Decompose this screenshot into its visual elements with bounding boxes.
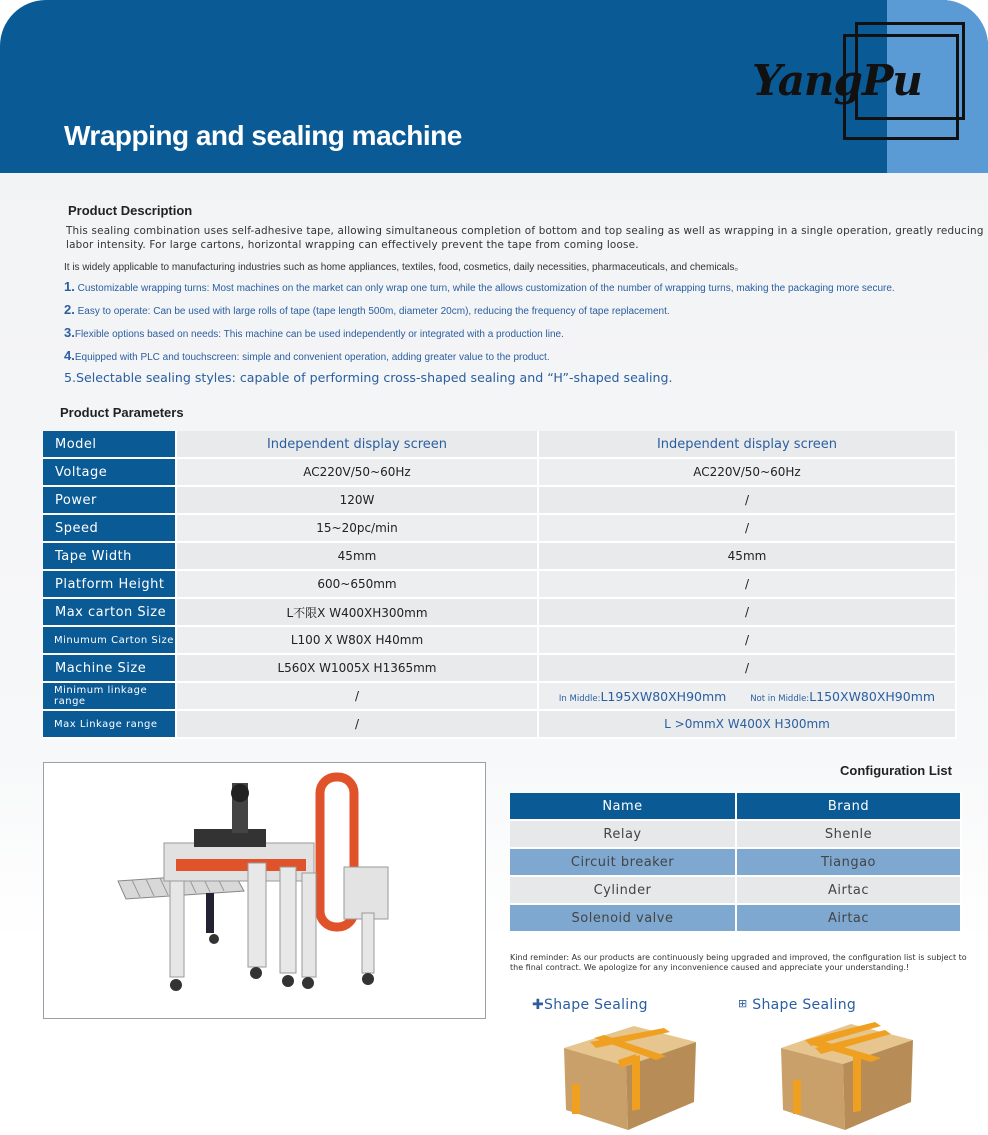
table-row <box>43 570 956 598</box>
table-row <box>43 542 956 570</box>
table-header-row <box>510 793 961 820</box>
sealing-machine-illustration <box>44 763 485 1018</box>
param-label: Model <box>43 431 176 458</box>
param-value: / <box>538 598 956 626</box>
table-row <box>510 848 961 876</box>
table-row <box>43 431 956 458</box>
feature-item: 4.Equipped with PLC and touchscreen: simple and convenient operation, adding greater value to the product. <box>64 348 550 363</box>
param-label: Minimum linkage range <box>43 682 176 710</box>
param-value: 45mm <box>176 542 538 570</box>
description-heading: Product Description <box>68 203 193 218</box>
config-brand: Airtac <box>736 876 961 904</box>
header-banner <box>0 0 988 173</box>
param-label: Machine Size <box>43 654 176 682</box>
param-value: / <box>538 654 956 682</box>
param-value: / <box>176 710 538 738</box>
param-value: Independent display screen <box>538 431 956 458</box>
cross-sealed-box-illustration <box>556 1018 701 1130</box>
param-value: Independent display screen <box>176 431 538 458</box>
param-value: / <box>538 514 956 542</box>
config-name: Circuit breaker <box>510 848 736 876</box>
cross-sealed-box-image <box>556 1018 701 1134</box>
in-middle-label: In Middle: <box>558 693 601 704</box>
param-label: Speed <box>43 514 176 542</box>
cross-shape-sealing-label: ✚Shape Sealing <box>532 997 648 1013</box>
config-brand: Shenle <box>736 820 961 848</box>
column-header-name: Name <box>510 793 736 820</box>
applicability-text: It is widely applicable to manufacturing industries such as home appliances, textiles, food, cosmetics, daily necessities, pharmaceuticals, and chemicals。 <box>64 262 745 273</box>
table-row <box>43 682 956 710</box>
param-value: 45mm <box>538 542 956 570</box>
table-row <box>43 486 956 514</box>
feature-item: 3.Flexible options based on needs: This machine can be used independently or integrated with a production line. <box>64 325 564 340</box>
configuration-heading: Configuration List <box>840 763 952 778</box>
feature-item: 1. Customizable wrapping turns: Most machines on the market can only wrap one turn, while the allows customization of the number of wrapping turns, making the packaging more secure. <box>64 279 895 294</box>
configuration-table <box>510 793 962 933</box>
table-row <box>43 626 956 654</box>
h-sealed-box-image <box>775 1018 920 1134</box>
param-label: Tape Width <box>43 542 176 570</box>
param-value: 600~650mm <box>176 570 538 598</box>
table-row <box>43 514 956 542</box>
feature-item: 2. Easy to operate: Can be used with large rolls of tape (tape length 500m, diameter 20cm), reducing the frequency of tape replacement. <box>64 302 670 317</box>
page-title: Wrapping and sealing machine <box>64 120 462 151</box>
param-value: / <box>176 682 538 710</box>
config-brand: Airtac <box>736 904 961 932</box>
parameters-heading: Product Parameters <box>60 405 184 420</box>
not-in-middle-value: L150XW80XH90mm <box>809 688 936 704</box>
param-value: L100 X W80X H40mm <box>176 626 538 654</box>
feature-item-5: 5.Selectable sealing styles: capable of performing cross-shaped sealing and “H”-shaped sealing. <box>64 370 673 385</box>
parameters-table <box>43 431 957 739</box>
machine-photo <box>43 762 486 1019</box>
param-label: Minumum Carton Size <box>43 626 176 654</box>
config-name: Relay <box>510 820 736 848</box>
not-in-middle-label: Not in Middle: <box>750 693 810 704</box>
config-name: Cylinder <box>510 876 736 904</box>
param-label: Platform Height <box>43 570 176 598</box>
param-value: AC220V/50~60Hz <box>538 458 956 486</box>
param-label: Max carton Size <box>43 598 176 626</box>
param-value: / <box>538 486 956 514</box>
param-value: L560X W1005X H1365mm <box>176 654 538 682</box>
h-shape-sealing-label: ⊞ Shape Sealing <box>738 997 857 1013</box>
table-row <box>43 710 956 738</box>
table-row <box>510 876 961 904</box>
column-header-brand: Brand <box>736 793 961 820</box>
param-value: 120W <box>176 486 538 514</box>
h-shape-icon: ⊞ <box>738 997 748 1010</box>
description-paragraph: This sealing combination uses self-adhesive tape, allowing simultaneous completion of bottom and top sealing as well as wrapping in a single operation, greatly reducing labor intensity. For large cartons, horizontal wrapping can effectively prevent the tape from coming loose. <box>66 225 984 251</box>
param-label: Voltage <box>43 458 176 486</box>
kind-reminder: Kind reminder: As our products are continuously being upgraded and improved, the configuration list is subject to the final contract. We apologize for any inconvenience caused and appreciate your understanding.! <box>510 953 967 972</box>
param-value: / <box>538 570 956 598</box>
param-label: Max Linkage range <box>43 710 176 738</box>
in-middle-value: L195XW80XH90mm <box>600 688 727 704</box>
table-row <box>43 458 956 486</box>
param-value: L不限X W400XH300mm <box>176 598 538 626</box>
param-value: AC220V/50~60Hz <box>176 458 538 486</box>
brand-logo: YangPu <box>752 56 922 105</box>
h-sealed-box-illustration <box>775 1018 920 1130</box>
table-row <box>43 598 956 626</box>
param-value: L >0mmX W400X H300mm <box>538 710 956 738</box>
param-label: Power <box>43 486 176 514</box>
table-row <box>510 820 961 848</box>
config-brand: Tiangao <box>736 848 961 876</box>
config-name: Solenoid valve <box>510 904 736 932</box>
param-value: / <box>538 626 956 654</box>
table-row <box>43 654 956 682</box>
table-row <box>510 904 961 932</box>
param-value: 15~20pc/min <box>176 514 538 542</box>
param-value-linkage <box>538 682 956 710</box>
